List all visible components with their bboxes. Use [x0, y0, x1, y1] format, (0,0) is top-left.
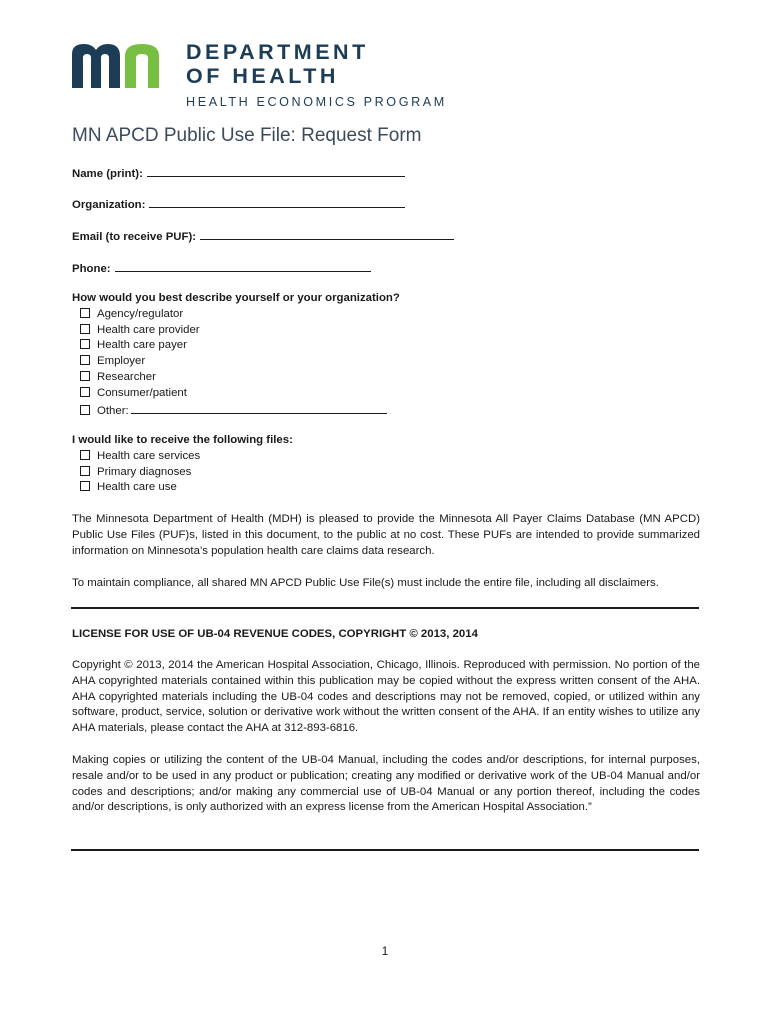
checkbox-icon[interactable] [80, 339, 90, 349]
organization-label: Organization: [72, 199, 146, 211]
checkbox-icon[interactable] [80, 450, 90, 460]
option-employer[interactable] [72, 354, 700, 370]
option-other[interactable] [72, 402, 700, 420]
option-researcher[interactable] [72, 370, 700, 386]
option-provider[interactable] [72, 323, 700, 339]
intro-paragraph: The Minnesota Department of Health (MDH) is pleased to provide the Minnesota All Payer Claims Database (MN APCD) Public Use Files (PUF)s, listed in this document, to the public at no cost. These PUFs are intended to provide summarized information on Minnesota’s population health care claims data research. [72, 513, 700, 557]
file-option-services[interactable] [72, 449, 700, 465]
email-field [72, 228, 454, 246]
describe-question: How would you best describe yourself or your organization? [72, 292, 400, 304]
name-label: Name (print): [72, 168, 143, 180]
option-label: Other: [97, 404, 129, 417]
license-paragraph-2: Making copies or utilizing the content of the UB-04 Manual, including the codes and/or descriptions, for internal purposes, resale and/or to be used in any product or publication; creating any modified or derivative work of the UB-04 Manual and/or codes and descriptions; and/or making any commercial use of UB-04 Manual or any portion thereof, including the codes and/or descriptions, is only authorized with an express license from the American Hospital Association.” [72, 754, 700, 814]
file-option-diagnoses[interactable] [72, 465, 700, 481]
option-label: Agency/regulator [97, 307, 184, 320]
option-agency[interactable] [72, 307, 700, 323]
checkbox-icon[interactable] [80, 324, 90, 334]
file-option-use[interactable] [72, 480, 700, 496]
license-paragraph-1: Copyright © 2013, 2014 the American Hospital Association, Chicago, Illinois. Reproduced with permission. No portion of the AHA copyrighted materials contained within this publication may be copied without the express written consent of the AHA. AHA copyrighted materials including the UB-04 codes and descriptions may not be removed, copied, or utilized within any software, product, service, solution or derivative work without the written consent of the AHA. If an entity wishes to utilize any AHA materials, please contact the AHA at 312-893-6816. [72, 659, 700, 735]
checkbox-icon[interactable] [80, 371, 90, 381]
divider [71, 849, 699, 851]
option-label: Researcher [97, 370, 156, 383]
phone-field [72, 260, 371, 278]
phone-input[interactable] [115, 260, 371, 272]
other-input[interactable] [131, 402, 387, 414]
checkbox-icon[interactable] [80, 387, 90, 397]
phone-label: Phone: [72, 263, 111, 275]
option-label: Consumer/patient [97, 386, 187, 399]
page-number: 1 [381, 944, 389, 958]
option-label: Health care services [97, 449, 201, 462]
option-label: Health care use [97, 481, 177, 494]
organization-input[interactable] [149, 196, 405, 208]
organization-field [72, 196, 405, 214]
option-payer[interactable] [72, 338, 700, 354]
checkbox-icon[interactable] [80, 466, 90, 476]
files-question: I would like to receive the following files: [72, 434, 293, 446]
option-label: Primary diagnoses [97, 465, 192, 478]
describe-section [72, 291, 700, 419]
department-name: DEPARTMENT OF HEALTH [186, 40, 369, 88]
checkbox-icon[interactable] [80, 481, 90, 491]
option-label: Health care provider [97, 323, 200, 336]
compliance-paragraph: To maintain compliance, all shared MN APCD Public Use File(s) must include the entire file, including all disclaimers. [72, 577, 659, 589]
checkbox-icon[interactable] [80, 355, 90, 365]
license-heading: LICENSE FOR USE OF UB-04 REVENUE CODES, COPYRIGHT © 2013, 2014 [72, 628, 478, 640]
name-input[interactable] [147, 165, 405, 177]
checkbox-icon[interactable] [80, 405, 90, 415]
email-label: Email (to receive PUF): [72, 231, 197, 243]
option-label: Health care payer [97, 339, 187, 352]
files-section [72, 433, 700, 496]
checkbox-icon[interactable] [80, 308, 90, 318]
program-name: HEALTH ECONOMICS PROGRAM [186, 95, 447, 109]
name-field [72, 165, 405, 183]
option-consumer[interactable] [72, 386, 700, 402]
option-label: Employer [97, 355, 146, 368]
divider [71, 607, 699, 609]
email-input[interactable] [200, 228, 454, 240]
mn-logo-icon [70, 40, 182, 90]
page-title: MN APCD Public Use File: Request Form [72, 125, 422, 146]
